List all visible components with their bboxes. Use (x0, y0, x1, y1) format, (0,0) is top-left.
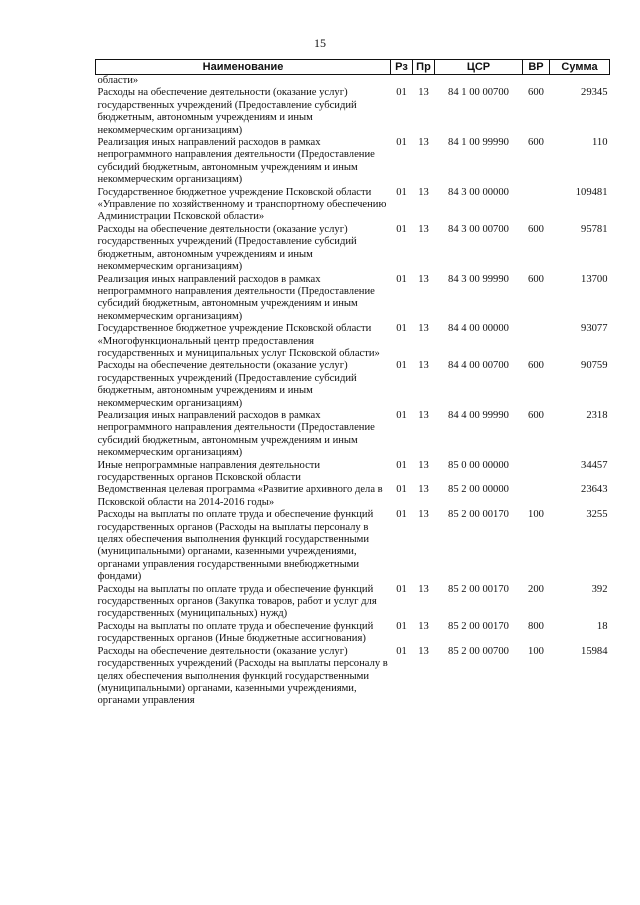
cell-name: Государственное бюджетное учреждение Псковской области «Многофункциональный центр предоставления государственных и муниципальных услуг Псковской области» (97, 323, 380, 359)
cell-sum: 90759 (581, 360, 608, 372)
cell-name: Расходы на обеспечение деятельности (оказание услуг) государственных учреждений (Расходы на выплаты персоналу в целях обеспечения выполнения функций государственными (муниципальными) органами, казенными учреждениями, органами управления (97, 645, 388, 707)
cell-vr (523, 187, 550, 224)
cell-csr: 85 2 00 00170 (448, 583, 509, 595)
cell-vr: 600 (528, 137, 544, 149)
cell-name: Ведомственная целевая программа «Развитие архивного дела в Псковской области на 2014-2016 годы» (97, 484, 383, 508)
cell-csr: 84 3 00 00000 (448, 186, 509, 198)
cell-pr: 13 (418, 459, 429, 471)
header-name: Наименование (96, 60, 391, 75)
cell-rz: 01 (396, 409, 407, 421)
table-row (96, 137, 610, 187)
cell-csr: 84 3 00 00700 (448, 223, 509, 235)
page-number: 15 (314, 36, 326, 50)
cell-rz: 01 (396, 273, 407, 285)
header-csr: ЦСР (435, 60, 523, 75)
cell-sum: 110 (592, 137, 608, 149)
header-pr: Пр (413, 60, 435, 75)
budget-table (95, 59, 610, 708)
cell-name: Расходы на обеспечение деятельности (оказание услуг) государственных учреждений (Предоставление субсидий бюджетным, автономным учреждениям и иным некоммерческим организациям) (97, 87, 357, 136)
table-row (96, 360, 610, 410)
cell-csr: 84 3 00 99990 (448, 273, 509, 285)
cell-sum: 95781 (581, 223, 608, 235)
cell-rz: 01 (396, 620, 407, 632)
header-rz: Рз (391, 60, 413, 75)
cell-sum: 23643 (581, 484, 608, 496)
cell-name: Расходы на выплаты по оплате труда и обеспечение функций государственных органов (Иные бюджетные ассигнования) (97, 620, 374, 645)
cell-sum: 13700 (581, 273, 608, 285)
cell-rz: 01 (396, 360, 407, 372)
cell-vr: 100 (528, 509, 544, 521)
cell-rz: 01 (396, 583, 407, 595)
cell-vr: 800 (528, 620, 544, 632)
table-row (96, 646, 610, 708)
cell-pr: 13 (418, 620, 429, 632)
cell-name: Расходы на обеспечение деятельности (оказание услуг) государственных учреждений (Предоставление субсидий бюджетным, автономным учреждениям и иным некоммерческим организациям) (97, 223, 357, 273)
cell-vr: 200 (528, 583, 544, 595)
table-row (96, 274, 610, 324)
cell-name: Реализация иных направлений расходов в рамках непрограммного направления деятельности (Предоставление субсидий бюджетным, автономным учреждениям и иным некоммерческим организациям) (97, 273, 375, 322)
cell-pr: 13 (418, 583, 429, 595)
cell-csr: 84 4 00 00000 (448, 323, 509, 335)
cell-rz: 01 (396, 223, 407, 235)
cell-pr: 13 (418, 223, 429, 235)
table-header-row (96, 60, 610, 75)
cell-vr: 600 (528, 87, 544, 99)
cell-pr: 13 (418, 323, 429, 335)
cell-pr (413, 75, 435, 88)
cell-name: Расходы на выплаты по оплате труда и обеспечение функций государственных органов (Расходы на выплаты персоналу в целях обеспечения выполнения функций государственными (муниципальными) органами, казенными учреждениями, органами управления государственными внебюджетными фондами) (97, 509, 374, 583)
cell-csr: 85 2 00 00700 (448, 645, 509, 657)
cell-csr: 84 4 00 00700 (448, 360, 509, 372)
cell-sum: 34457 (581, 459, 608, 471)
cell-sum: 15984 (581, 645, 608, 657)
cell-sum: 18 (596, 620, 608, 632)
table-row (96, 484, 610, 509)
cell-rz: 01 (396, 459, 407, 471)
cell-sum: 3255 (586, 509, 608, 521)
cell-vr (523, 323, 550, 360)
cell-csr (435, 75, 523, 88)
cell-csr: 85 2 00 00170 (448, 509, 509, 521)
table-row (96, 87, 610, 137)
table-row (96, 621, 610, 646)
cell-pr: 13 (418, 409, 429, 421)
cell-pr: 13 (418, 360, 429, 372)
cell-vr (523, 75, 550, 88)
cell-name: области» (97, 75, 139, 86)
cell-pr: 13 (418, 273, 429, 285)
cell-pr: 13 (418, 484, 429, 496)
cell-name: Расходы на выплаты по оплате труда и обеспечение функций государственных органов (Закупка товаров, работ и услуг для государственных (муниципальных) нужд) (97, 583, 377, 620)
cell-csr: 85 2 00 00170 (448, 620, 509, 632)
cell-name: Реализация иных направлений расходов в рамках непрограммного направления деятельности (Предоставление субсидий бюджетным, автономным учреждениям и иным некоммерческим организациям) (97, 409, 375, 459)
cell-csr: 85 0 00 00000 (448, 459, 509, 471)
cell-vr: 600 (528, 273, 544, 285)
table-row (96, 75, 610, 88)
cell-pr: 13 (418, 87, 429, 99)
header-sum: Сумма (550, 60, 610, 75)
table-row (96, 584, 610, 621)
table-row (96, 323, 610, 360)
table-row (96, 187, 610, 224)
cell-sum: 109481 (575, 186, 608, 198)
cell-sum: 2318 (586, 409, 608, 421)
table-row (96, 460, 610, 485)
cell-sum: 93077 (581, 323, 608, 335)
cell-rz (391, 75, 413, 88)
cell-vr (523, 484, 550, 509)
table-row (96, 410, 610, 460)
cell-csr: 84 1 00 99990 (448, 137, 509, 149)
cell-vr: 600 (528, 360, 544, 372)
cell-pr: 13 (418, 509, 429, 521)
table-row (96, 509, 610, 583)
cell-rz: 01 (396, 645, 407, 657)
cell-rz: 01 (396, 137, 407, 149)
cell-csr: 84 4 00 99990 (448, 409, 509, 421)
cell-rz: 01 (396, 87, 407, 99)
cell-sum: 29345 (581, 87, 608, 99)
cell-rz: 01 (396, 323, 407, 335)
cell-csr: 85 2 00 00000 (448, 484, 509, 496)
cell-name: Государственное бюджетное учреждение Псковской области «Управление по хозяйственному и транспортному обеспечению Администрации Псковской области» (97, 186, 387, 223)
cell-pr: 13 (418, 137, 429, 149)
cell-rz: 01 (396, 186, 407, 198)
cell-vr: 600 (528, 223, 544, 235)
cell-vr: 600 (528, 409, 544, 421)
cell-rz: 01 (396, 509, 407, 521)
cell-pr: 13 (418, 186, 429, 198)
cell-rz: 01 (396, 484, 407, 496)
table-row (96, 224, 610, 274)
cell-sum: 392 (591, 583, 608, 595)
cell-vr (523, 460, 550, 485)
cell-csr: 84 1 00 00700 (448, 87, 509, 99)
cell-vr: 100 (528, 645, 544, 657)
cell-sum (550, 75, 610, 88)
cell-pr: 13 (418, 645, 429, 657)
cell-name: Реализация иных направлений расходов в рамках непрограммного направления деятельности (Предоставление субсидий бюджетным, автономным учреждениям и иным некоммерческим организациям) (97, 137, 375, 186)
header-vr: ВР (523, 60, 550, 75)
cell-name: Расходы на обеспечение деятельности (оказание услуг) государственных учреждений (Предоставление субсидий бюджетным, автономным учреждениям и иным некоммерческим организациям) (97, 360, 357, 409)
cell-name: Иные непрограммные направления деятельности государственных органов Псковской области (97, 459, 321, 483)
